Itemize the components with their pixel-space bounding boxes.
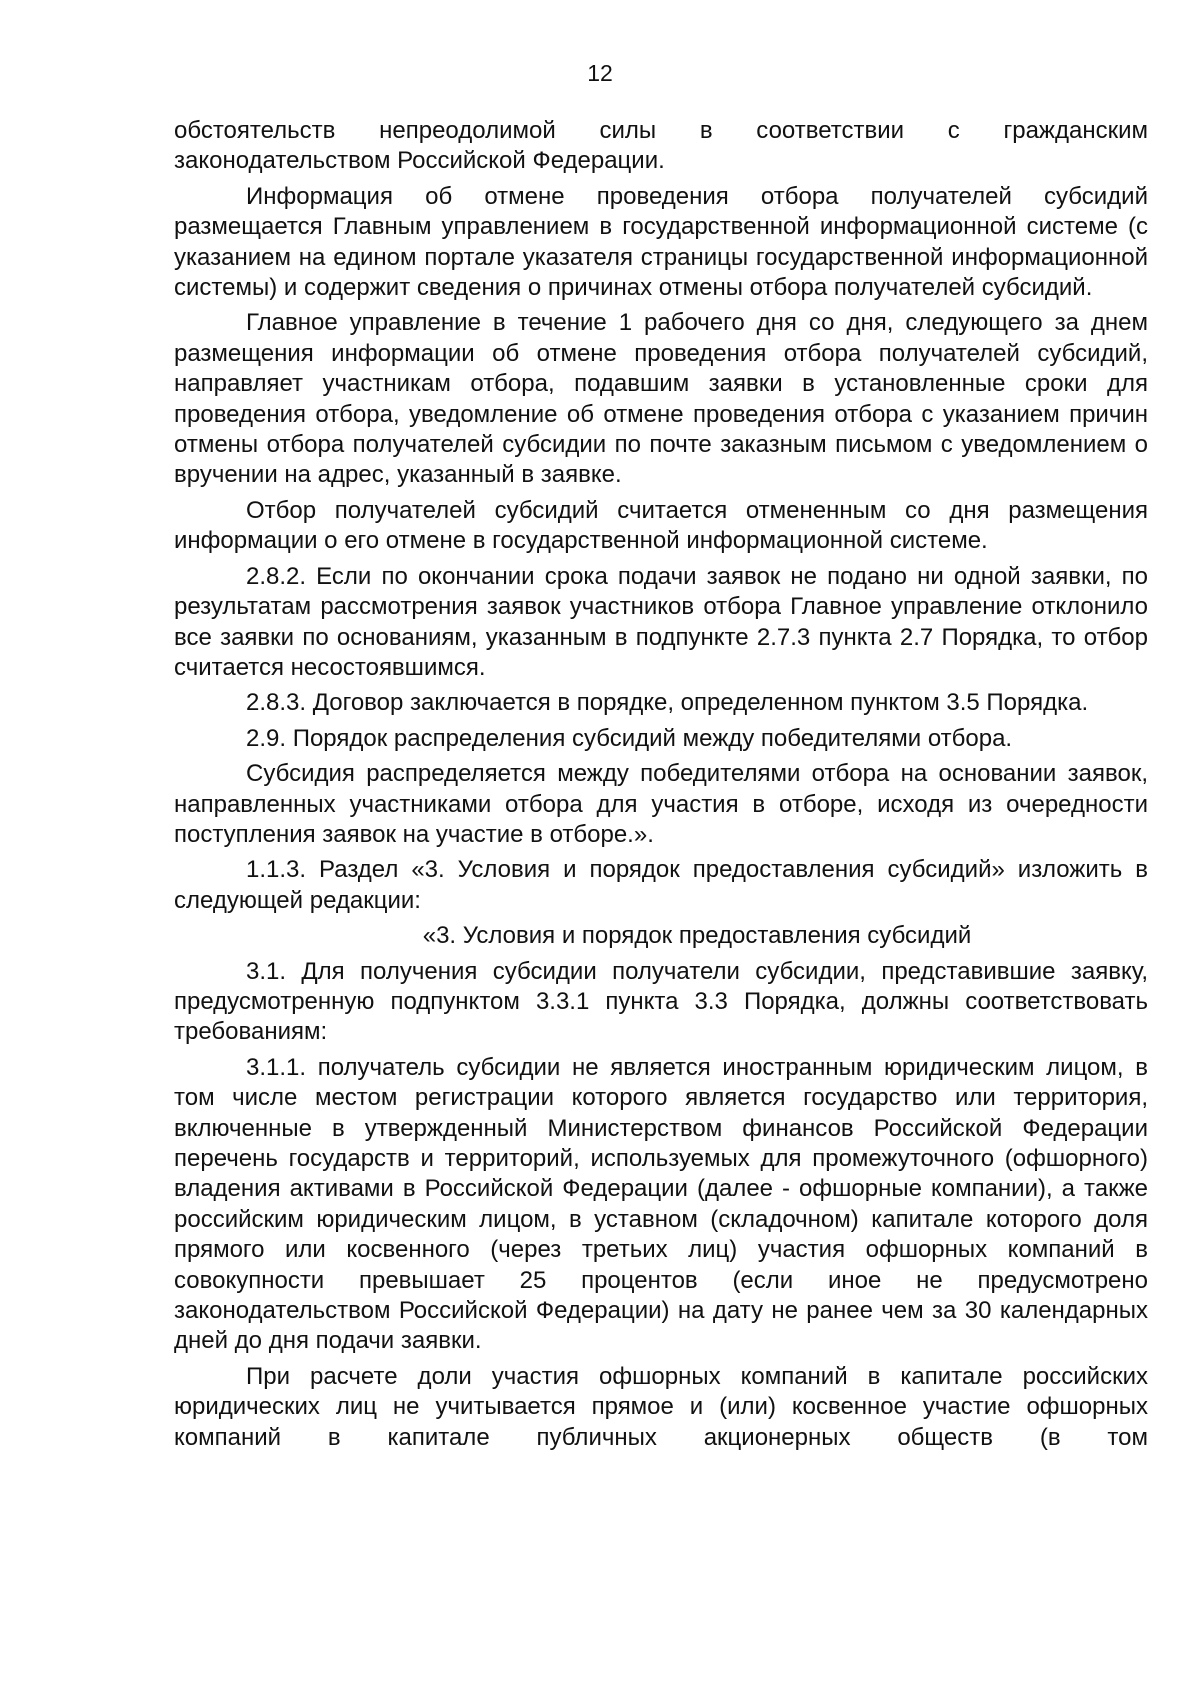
section-3-heading: «3. Условия и порядок предоставления субсидий	[422, 922, 972, 950]
paragraph-2-9: 2.9. Порядок распределения субсидий между победителями отбора.	[246, 724, 1013, 752]
paragraph-force-majeure: обстоятельств непреодолимой силы в соответствии с гражданским законодательством Российской Федерации.	[174, 117, 1148, 175]
paragraph-offshore-share: При расчете доли участия офшорных компаний в капитале российских юридических лиц не учитывается прямое и (или) косвенное участие офшорных компаний в капитале публичных акционерных обществ (в том	[174, 1362, 1148, 1451]
paragraph-notification: Главное управление в течение 1 рабочего дня со дня, следующего за днем размещения информации об отмене проведения отбора получателей субсидий, направляет участникам отбора, подавшим заявки в установленные сроки для проведения отбора, уведомление об отмене проведения отбора с указанием причин отмены отбора получателей субсидии по почте заказным письмом с уведомлением о вручении на адрес, указанный в заявке.	[174, 309, 1148, 489]
paragraph-cancellation-info: Информация об отмене проведения отбора получателей субсидий размещается Главным управлением в государственной информационной системе (с указанием на едином портале указателя страницы государственной информационной системы) и содержит сведения о причинах отмены отбора получателей субсидий.	[174, 182, 1148, 302]
document-body	[174, 116, 1148, 1458]
paragraph-selection-cancelled: Отбор получателей субсидий считается отмененным со дня размещения информации о его отмене в государственной информационной системе.	[174, 496, 1148, 555]
paragraph-2-8-3: 2.8.3. Договор заключается в порядке, определенном пунктом 3.5 Порядка.	[246, 689, 1089, 717]
paragraph-3-1: 3.1. Для получения субсидии получатели субсидии, представившие заявку, предусмотренную подпунктом 3.3.1 пункта 3.3 Порядка, должны соответствовать требованиям:	[174, 957, 1148, 1046]
paragraph-subsidy-distribution: Субсидия распределяется между победителями отбора на основании заявок, направленных участниками отбора для участия в отборе, исходя из очередности поступления заявок на участие в отборе.».	[174, 760, 1148, 848]
paragraph-3-1-1: 3.1.1. получатель субсидии не является иностранным юридическим лицом, в том числе местом регистрации которого является государство или территория, включенные в утвержденный Министерством финансов Российской Федерации перечень государств и территорий, используемых для промежуточного (офшорного) владения активами в Российской Федерации (далее - офшорные компании), а также российским юридическим лицом, в уставном (складочном) капитале которого доля прямого или косвенного (через третьих лиц) участия офшорных компаний в совокупности превышает 25 процентов (если иное не предусмотрено законодательством Российской Федерации) на дату не ранее чем за 30 календарных дней до дня подачи заявки.	[174, 1053, 1148, 1355]
page-number: 12	[587, 60, 613, 86]
paragraph-1-1-3: 1.1.3. Раздел «3. Условия и порядок предоставления субсидий» изложить в следующей редакции:	[174, 856, 1148, 914]
paragraph-2-8-2: 2.8.2. Если по окончании срока подачи заявок не подано ни одной заявки, по результатам рассмотрения заявок участников отбора Главное управление отклонило все заявки по основаниям, указанным в подпункте 2.7.3 пункта 2.7 Порядка, то отбор считается несостоявшимся.	[174, 562, 1148, 681]
